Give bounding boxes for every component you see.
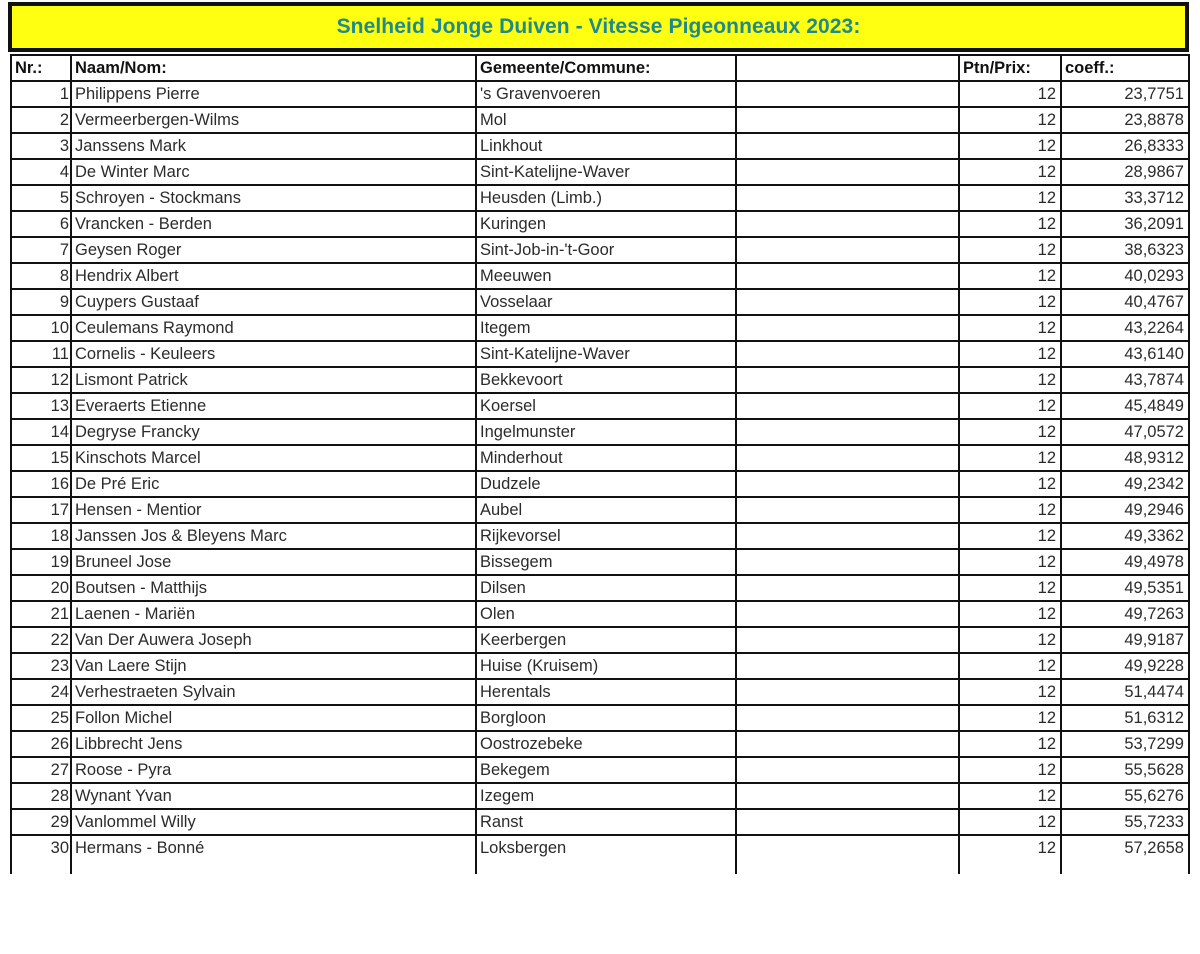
cell-blank xyxy=(736,107,959,133)
cell-nr: 17 xyxy=(11,497,71,523)
cell-blank xyxy=(736,809,959,835)
cell-points: 12 xyxy=(959,341,1061,367)
cell-coeff: 51,6312 xyxy=(1061,705,1189,731)
cell-blank xyxy=(736,159,959,185)
cell-points: 12 xyxy=(959,133,1061,159)
cell-blank xyxy=(736,705,959,731)
table-row xyxy=(11,237,1189,263)
header-points: Ptn/Prix: xyxy=(959,55,1061,81)
cell-nr: 10 xyxy=(11,315,71,341)
cell-name: De Pré Eric xyxy=(71,471,476,497)
cell-nr: 14 xyxy=(11,419,71,445)
cell-town: Kuringen xyxy=(476,211,736,237)
table-row xyxy=(11,159,1189,185)
header-name: Naam/Nom: xyxy=(71,55,476,81)
cell-blank xyxy=(736,419,959,445)
cell-blank xyxy=(736,601,959,627)
cell-nr: 11 xyxy=(11,341,71,367)
cell-coeff: 49,2946 xyxy=(1061,497,1189,523)
cell-name: Follon Michel xyxy=(71,705,476,731)
cell-town: Ranst xyxy=(476,809,736,835)
cell-town: Oostrozebeke xyxy=(476,731,736,757)
cell-nr: 21 xyxy=(11,601,71,627)
cell-coeff: 36,2091 xyxy=(1061,211,1189,237)
cell-name: Verhestraeten Sylvain xyxy=(71,679,476,705)
cell-nr: 24 xyxy=(11,679,71,705)
cell-name: Vermeerbergen-Wilms xyxy=(71,107,476,133)
cell-name: Libbrecht Jens xyxy=(71,731,476,757)
cell-nr: 27 xyxy=(11,757,71,783)
table-row xyxy=(11,445,1189,471)
cell-points: 12 xyxy=(959,601,1061,627)
cell-name: Vrancken - Berden xyxy=(71,211,476,237)
cell-points: 12 xyxy=(959,549,1061,575)
cell-blank xyxy=(736,471,959,497)
cell-nr: 4 xyxy=(11,159,71,185)
table-row xyxy=(11,289,1189,315)
cell-points: 12 xyxy=(959,731,1061,757)
cell-nr: 22 xyxy=(11,627,71,653)
table-row xyxy=(11,185,1189,211)
cell-coeff: 49,9187 xyxy=(1061,627,1189,653)
cell-coeff: 49,7263 xyxy=(1061,601,1189,627)
cell-name: Janssens Mark xyxy=(71,133,476,159)
cell-coeff: 47,0572 xyxy=(1061,419,1189,445)
cell-town: Bekegem xyxy=(476,757,736,783)
table-row xyxy=(11,393,1189,419)
tail-cell xyxy=(11,860,71,874)
cell-town: Linkhout xyxy=(476,133,736,159)
cell-coeff: 55,5628 xyxy=(1061,757,1189,783)
cell-blank xyxy=(736,653,959,679)
cell-town: Bekkevoort xyxy=(476,367,736,393)
cell-town: Itegem xyxy=(476,315,736,341)
cell-nr: 3 xyxy=(11,133,71,159)
cell-points: 12 xyxy=(959,237,1061,263)
table-row xyxy=(11,107,1189,133)
cell-blank xyxy=(736,731,959,757)
cell-points: 12 xyxy=(959,679,1061,705)
cell-points: 12 xyxy=(959,289,1061,315)
cell-coeff: 55,6276 xyxy=(1061,783,1189,809)
cell-points: 12 xyxy=(959,783,1061,809)
cell-coeff: 38,6323 xyxy=(1061,237,1189,263)
table-tail xyxy=(11,860,1189,874)
cell-nr: 19 xyxy=(11,549,71,575)
cell-nr: 9 xyxy=(11,289,71,315)
cell-blank xyxy=(736,133,959,159)
cell-name: Degryse Francky xyxy=(71,419,476,445)
table-row xyxy=(11,471,1189,497)
cell-coeff: 51,4474 xyxy=(1061,679,1189,705)
cell-coeff: 55,7233 xyxy=(1061,809,1189,835)
cell-coeff: 45,4849 xyxy=(1061,393,1189,419)
cell-blank xyxy=(736,367,959,393)
cell-coeff: 43,2264 xyxy=(1061,315,1189,341)
cell-blank xyxy=(736,627,959,653)
cell-points: 12 xyxy=(959,393,1061,419)
table-row xyxy=(11,549,1189,575)
cell-blank xyxy=(736,549,959,575)
cell-nr: 28 xyxy=(11,783,71,809)
cell-town: Herentals xyxy=(476,679,736,705)
cell-coeff: 28,9867 xyxy=(1061,159,1189,185)
cell-town: Loksbergen xyxy=(476,835,736,860)
cell-town: Vosselaar xyxy=(476,289,736,315)
cell-points: 12 xyxy=(959,367,1061,393)
table-row xyxy=(11,211,1189,237)
cell-name: Bruneel Jose xyxy=(71,549,476,575)
cell-blank xyxy=(736,393,959,419)
cell-name: Hermans - Bonné xyxy=(71,835,476,860)
cell-nr: 16 xyxy=(11,471,71,497)
cell-nr: 15 xyxy=(11,445,71,471)
cell-nr: 25 xyxy=(11,705,71,731)
cell-blank xyxy=(736,497,959,523)
table-row xyxy=(11,133,1189,159)
cell-points: 12 xyxy=(959,185,1061,211)
cell-coeff: 40,4767 xyxy=(1061,289,1189,315)
cell-points: 12 xyxy=(959,497,1061,523)
cell-town: Huise (Kruisem) xyxy=(476,653,736,679)
tail-cell xyxy=(1061,860,1189,874)
cell-points: 12 xyxy=(959,627,1061,653)
cell-coeff: 49,5351 xyxy=(1061,575,1189,601)
table-row xyxy=(11,419,1189,445)
cell-blank xyxy=(736,237,959,263)
page-title: Snelheid Jonge Duiven - Vitesse Pigeonneaux 2023: xyxy=(336,15,861,38)
table-row xyxy=(11,497,1189,523)
cell-town: Sint-Job-in-'t-Goor xyxy=(476,237,736,263)
cell-nr: 12 xyxy=(11,367,71,393)
table-row xyxy=(11,81,1189,107)
cell-name: Wynant Yvan xyxy=(71,783,476,809)
cell-nr: 26 xyxy=(11,731,71,757)
header-town: Gemeente/Commune: xyxy=(476,55,736,81)
header-row xyxy=(11,55,1189,81)
header-nr: Nr.: xyxy=(11,55,71,81)
table-row xyxy=(11,263,1189,289)
cell-name: Hensen - Mentior xyxy=(71,497,476,523)
cell-blank xyxy=(736,211,959,237)
cell-coeff: 48,9312 xyxy=(1061,445,1189,471)
table-row xyxy=(11,757,1189,783)
cell-points: 12 xyxy=(959,471,1061,497)
cell-nr: 7 xyxy=(11,237,71,263)
cell-points: 12 xyxy=(959,315,1061,341)
cell-name: Van Der Auwera Joseph xyxy=(71,627,476,653)
cell-name: Philippens Pierre xyxy=(71,81,476,107)
cell-points: 12 xyxy=(959,159,1061,185)
cell-nr: 23 xyxy=(11,653,71,679)
cell-town: 's Gravenvoeren xyxy=(476,81,736,107)
cell-coeff: 49,3362 xyxy=(1061,523,1189,549)
table-row xyxy=(11,575,1189,601)
cell-town: Mol xyxy=(476,107,736,133)
cell-blank xyxy=(736,523,959,549)
cell-coeff: 26,8333 xyxy=(1061,133,1189,159)
cell-name: Hendrix Albert xyxy=(71,263,476,289)
cell-coeff: 23,8878 xyxy=(1061,107,1189,133)
cell-nr: 20 xyxy=(11,575,71,601)
cell-nr: 1 xyxy=(11,81,71,107)
cell-blank xyxy=(736,783,959,809)
cell-points: 12 xyxy=(959,575,1061,601)
cell-nr: 8 xyxy=(11,263,71,289)
table-row xyxy=(11,783,1189,809)
cell-points: 12 xyxy=(959,263,1061,289)
cell-points: 12 xyxy=(959,81,1061,107)
cell-name: Schroyen - Stockmans xyxy=(71,185,476,211)
cell-nr: 13 xyxy=(11,393,71,419)
cell-nr: 6 xyxy=(11,211,71,237)
cell-coeff: 40,0293 xyxy=(1061,263,1189,289)
cell-blank xyxy=(736,835,959,860)
cell-town: Dilsen xyxy=(476,575,736,601)
cell-name: Cuypers Gustaaf xyxy=(71,289,476,315)
cell-town: Aubel xyxy=(476,497,736,523)
table-row xyxy=(11,679,1189,705)
table-row xyxy=(11,315,1189,341)
cell-town: Minderhout xyxy=(476,445,736,471)
cell-blank xyxy=(736,263,959,289)
cell-blank xyxy=(736,679,959,705)
table-row xyxy=(11,341,1189,367)
cell-name: Lismont Patrick xyxy=(71,367,476,393)
cell-name: Janssen Jos & Bleyens Marc xyxy=(71,523,476,549)
cell-town: Sint-Katelijne-Waver xyxy=(476,341,736,367)
cell-nr: 18 xyxy=(11,523,71,549)
cell-name: Van Laere Stijn xyxy=(71,653,476,679)
cell-town: Koersel xyxy=(476,393,736,419)
table-row xyxy=(11,835,1189,860)
cell-name: Everaerts Etienne xyxy=(71,393,476,419)
cell-name: Ceulemans Raymond xyxy=(71,315,476,341)
table-row xyxy=(11,731,1189,757)
tail-cell xyxy=(476,860,736,874)
table-row xyxy=(11,627,1189,653)
cell-name: Cornelis - Keuleers xyxy=(71,341,476,367)
cell-points: 12 xyxy=(959,445,1061,471)
cell-points: 12 xyxy=(959,809,1061,835)
cell-points: 12 xyxy=(959,107,1061,133)
header-coeff: coeff.: xyxy=(1061,55,1189,81)
table-row xyxy=(11,809,1189,835)
cell-nr: 5 xyxy=(11,185,71,211)
cell-town: Ingelmunster xyxy=(476,419,736,445)
table-row xyxy=(11,653,1189,679)
table-row xyxy=(11,523,1189,549)
cell-points: 12 xyxy=(959,419,1061,445)
cell-points: 12 xyxy=(959,211,1061,237)
table-row xyxy=(11,367,1189,393)
cell-coeff: 23,7751 xyxy=(1061,81,1189,107)
tail-cell xyxy=(959,860,1061,874)
tail-cell xyxy=(736,860,959,874)
cell-blank xyxy=(736,185,959,211)
cell-name: Boutsen - Matthijs xyxy=(71,575,476,601)
cell-nr: 2 xyxy=(11,107,71,133)
cell-points: 12 xyxy=(959,835,1061,860)
table-row xyxy=(11,601,1189,627)
cell-blank xyxy=(736,81,959,107)
cell-town: Olen xyxy=(476,601,736,627)
cell-points: 12 xyxy=(959,653,1061,679)
header-blank xyxy=(736,55,959,81)
cell-coeff: 53,7299 xyxy=(1061,731,1189,757)
cell-name: Kinschots Marcel xyxy=(71,445,476,471)
cell-coeff: 49,4978 xyxy=(1061,549,1189,575)
cell-town: Heusden (Limb.) xyxy=(476,185,736,211)
cell-points: 12 xyxy=(959,757,1061,783)
cell-blank xyxy=(736,575,959,601)
cell-town: Rijkevorsel xyxy=(476,523,736,549)
cell-name: Vanlommel Willy xyxy=(71,809,476,835)
cell-town: Bissegem xyxy=(476,549,736,575)
cell-blank xyxy=(736,289,959,315)
cell-nr: 29 xyxy=(11,809,71,835)
table-row xyxy=(11,705,1189,731)
cell-coeff: 33,3712 xyxy=(1061,185,1189,211)
cell-coeff: 49,2342 xyxy=(1061,471,1189,497)
cell-name: Laenen - Mariën xyxy=(71,601,476,627)
cell-blank xyxy=(736,315,959,341)
cell-blank xyxy=(736,757,959,783)
cell-blank xyxy=(736,445,959,471)
cell-name: Geysen Roger xyxy=(71,237,476,263)
cell-town: Borgloon xyxy=(476,705,736,731)
cell-nr: 30 xyxy=(11,835,71,860)
cell-town: Dudzele xyxy=(476,471,736,497)
cell-points: 12 xyxy=(959,705,1061,731)
cell-town: Meeuwen xyxy=(476,263,736,289)
cell-town: Izegem xyxy=(476,783,736,809)
cell-points: 12 xyxy=(959,523,1061,549)
cell-town: Keerbergen xyxy=(476,627,736,653)
cell-coeff: 49,9228 xyxy=(1061,653,1189,679)
results-table xyxy=(10,54,1190,874)
title-banner xyxy=(8,2,1189,52)
cell-name: De Winter Marc xyxy=(71,159,476,185)
cell-town: Sint-Katelijne-Waver xyxy=(476,159,736,185)
cell-coeff: 57,2658 xyxy=(1061,835,1189,860)
cell-coeff: 43,7874 xyxy=(1061,367,1189,393)
cell-blank xyxy=(736,341,959,367)
cell-name: Roose - Pyra xyxy=(71,757,476,783)
cell-coeff: 43,6140 xyxy=(1061,341,1189,367)
tail-cell xyxy=(71,860,476,874)
